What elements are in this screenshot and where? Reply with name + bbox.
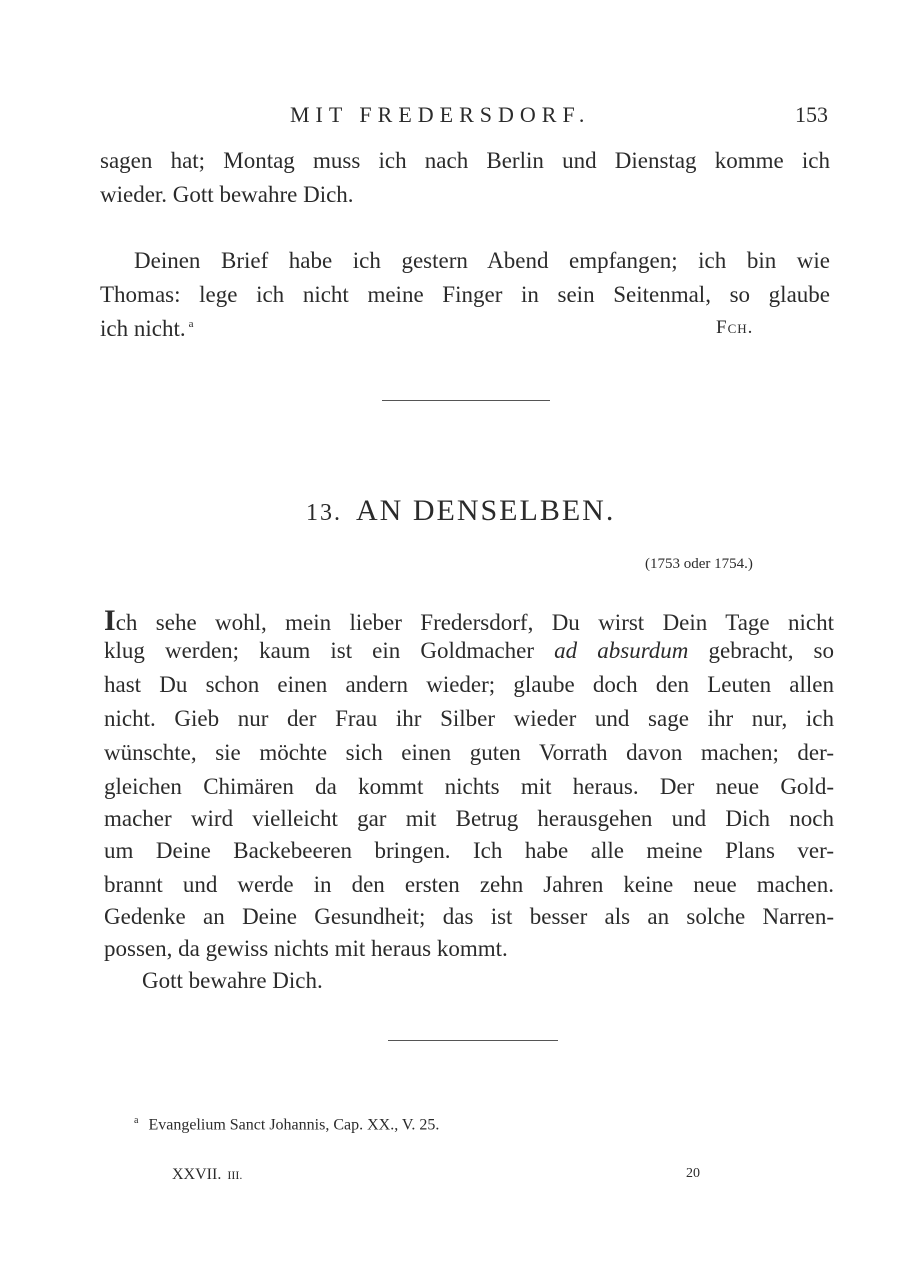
letter-number: 13.: [306, 500, 342, 526]
text-segment: hast Du schon einen andern wieder; glaube doch den Leuten allen: [104, 672, 834, 697]
text-line: Deinen Brief habe ich gestern Abend empfangen; ich bin wie: [134, 248, 830, 273]
text-line: [104, 706, 834, 732]
text-line: wieder. Gott bewahre Dich.: [100, 182, 354, 207]
text-line: [142, 968, 323, 994]
text-segment: gleichen Chimären da kommt nichts mit heraus. Der neue Gold-: [104, 774, 834, 799]
text-line: [104, 774, 834, 800]
letter-title: AN DENSELBEN.: [356, 494, 616, 527]
signature-part: III.: [227, 1168, 243, 1182]
running-head-title: MIT FREDERSDORF.: [290, 102, 591, 127]
sheet-number: 20: [686, 1166, 700, 1181]
footnote-text: Evangelium Sanct Johannis, Cap. XX., V. 25.: [148, 1116, 440, 1134]
italic-phrase: ad absurdum: [554, 638, 689, 663]
text-line-content: ich nicht.: [100, 316, 186, 341]
text-segment: gebracht, so: [688, 638, 834, 663]
text-segment: ch sehe wohl, mein lieber Fredersdorf, Du wirst Dein Tage nicht: [115, 610, 834, 635]
text-line: [104, 936, 508, 962]
footnote-reference: a: [188, 318, 194, 331]
letter-date: (1753 oder 1754.): [645, 556, 753, 572]
text-segment: Gedenke an Deine Gesundheit; das ist besser als an solche Narren-: [104, 904, 834, 929]
footnote: [134, 1115, 439, 1134]
text-line: [104, 604, 834, 638]
footnote-mark: a: [134, 1115, 139, 1126]
text-segment: Gott bewahre Dich.: [142, 968, 323, 993]
text-line: [104, 904, 834, 930]
text-segment: brannt und werde in den ersten zehn Jahren keine neue machen.: [104, 872, 834, 897]
text-segment: um Deine Backebeeren bringen. Ich habe alle meine Plans ver-: [104, 838, 834, 863]
text-line: [100, 316, 193, 342]
text-segment: wünschte, sie möchte sich einen guten Vorrath davon machen; der-: [104, 740, 834, 765]
divider: [382, 400, 550, 401]
drop-cap: I: [104, 604, 116, 637]
letter-heading: [306, 494, 615, 528]
divider: [388, 1040, 558, 1041]
printer-signature-mark: [172, 1166, 242, 1184]
text-line: sagen hat; Montag muss ich nach Berlin und Dienstag komme ich: [100, 148, 830, 173]
signature-volume: XXVII.: [172, 1166, 222, 1183]
text-line: Thomas: lege ich nicht meine Finger in sein Seitenmal, so glaube: [100, 282, 830, 307]
signature: Fch.: [716, 317, 754, 338]
text-line: [104, 838, 834, 864]
text-line: [104, 872, 834, 898]
text-segment: possen, da gewiss nichts mit heraus kommt.: [104, 936, 508, 961]
text-segment: klug werden; kaum ist ein Goldmacher: [104, 638, 555, 663]
text-segment: nicht. Gieb nur der Frau ihr Silber wieder und sage ihr nur, ich: [104, 706, 834, 731]
text-line: [104, 672, 834, 698]
page-number: 153: [795, 102, 828, 127]
text-line: [104, 806, 834, 832]
text-line: [104, 638, 834, 664]
text-segment: macher wird vielleicht gar mit Betrug herausgehen und Dich noch: [104, 806, 834, 831]
text-line: [104, 740, 834, 766]
